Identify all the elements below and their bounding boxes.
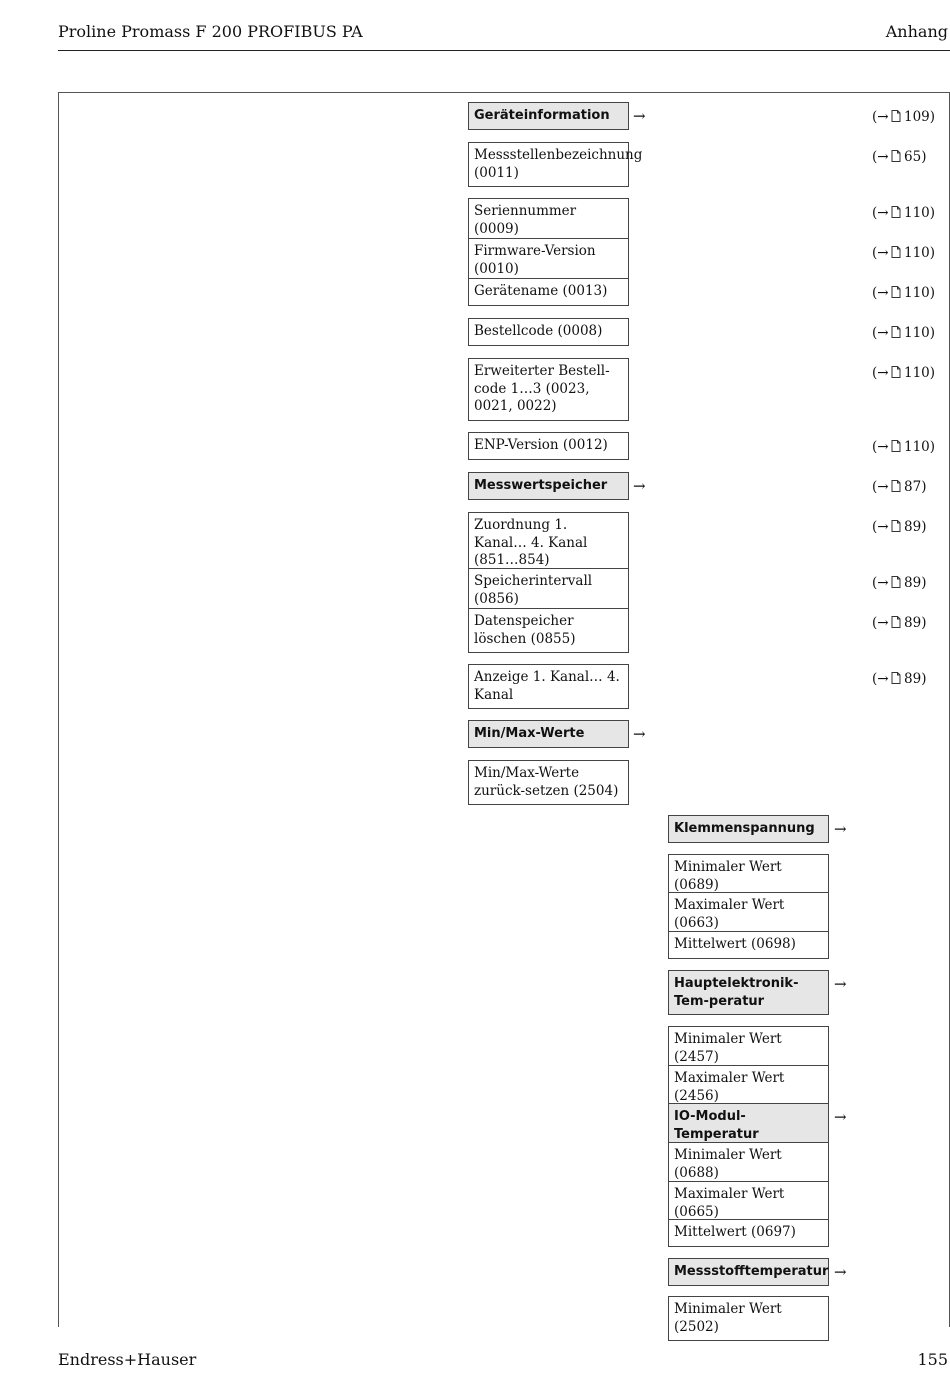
page-reference: (→ 109) xyxy=(872,109,936,125)
menu-item-enp-version: ENP-Version (0012) xyxy=(468,432,629,460)
page-icon xyxy=(891,206,901,218)
page-reference: (→ 110) xyxy=(872,245,936,261)
menu-item-datenspeicher-loeschen: Datenspeicher löschen (0855) xyxy=(468,608,629,653)
menu-item-min-max-zuruecksetzen: Min/Max-Werte zurück-setzen (2504) xyxy=(468,760,629,805)
page-icon xyxy=(891,520,901,532)
submenu-arrow-icon: → xyxy=(834,1263,847,1281)
menu-item-geraetename: Gerätename (0013) xyxy=(468,278,629,306)
page-icon xyxy=(891,366,901,378)
page-reference: (→ 89) xyxy=(872,519,927,535)
menu-item-maximaler-wert: Maximaler Wert (2456) xyxy=(668,1065,829,1110)
menu-item-bestellcode: Bestellcode (0008) xyxy=(468,318,629,346)
page-icon xyxy=(891,246,901,258)
submenu-arrow-icon: → xyxy=(633,107,646,125)
running-header-section: Anhang xyxy=(885,22,948,41)
page-reference: (→ 89) xyxy=(872,671,927,687)
submenu-arrow-icon: → xyxy=(834,975,847,993)
page-icon xyxy=(891,110,901,122)
page-icon xyxy=(891,150,901,162)
page-reference: (→ 87) xyxy=(872,479,927,495)
submenu-arrow-icon: → xyxy=(834,820,847,838)
menu-item-maximaler-wert: Maximaler Wert (0663) xyxy=(668,892,829,937)
submenu-arrow-icon: → xyxy=(633,725,646,743)
menu-item-minimaler-wert: Minimaler Wert (2502) xyxy=(668,1296,829,1341)
page-reference: (→ 89) xyxy=(872,575,927,591)
menu-item-anzeige-kanal: Anzeige 1. Kanal… 4. Kanal xyxy=(468,664,629,709)
menu-item-speicherintervall: Speicherintervall (0856) xyxy=(468,568,629,613)
running-header-title: Proline Promass F 200 PROFIBUS PA xyxy=(58,22,363,41)
page-icon xyxy=(891,286,901,298)
menu-item-seriennummer: Seriennummer (0009) xyxy=(468,198,629,243)
menu-item-klemmenspannung: Klemmenspannung xyxy=(668,815,829,843)
page-icon xyxy=(891,616,901,628)
page-icon xyxy=(891,576,901,588)
page-icon xyxy=(891,672,901,684)
page-reference: (→ 110) xyxy=(872,365,936,381)
menu-item-min-max-werte: Min/Max-Werte xyxy=(468,720,629,748)
footer-company: Endress+Hauser xyxy=(58,1350,197,1369)
menu-item-minimaler-wert: Minimaler Wert (0689) xyxy=(668,854,829,899)
menu-item-geraeteinformation: Geräteinformation xyxy=(468,102,629,130)
page-reference: (→ 65) xyxy=(872,149,927,165)
menu-item-firmware-version: Firmware-Version (0010) xyxy=(468,238,629,283)
menu-item-mittelwert: Mittelwert (0698) xyxy=(668,931,829,959)
page-reference: (→ 89) xyxy=(872,615,927,631)
menu-item-messwertspeicher: Messwertspeicher xyxy=(468,472,629,500)
submenu-arrow-icon: → xyxy=(633,477,646,495)
submenu-arrow-icon: → xyxy=(834,1108,847,1126)
menu-item-minimaler-wert: Minimaler Wert (0688) xyxy=(668,1142,829,1187)
header-rule xyxy=(58,50,950,51)
page-icon xyxy=(891,326,901,338)
menu-item-hauptelektronik-temperatur: Hauptelektronik-Tem-peratur xyxy=(668,970,829,1015)
page-reference: (→ 110) xyxy=(872,285,936,301)
menu-item-erweiterter-bestellcode: Erweiterter Bestell-code 1…3 (0023, 0021, 0022) xyxy=(468,358,629,421)
menu-item-maximaler-wert: Maximaler Wert (0665) xyxy=(668,1181,829,1226)
menu-item-minimaler-wert: Minimaler Wert (2457) xyxy=(668,1026,829,1071)
menu-item-io-modul-temperatur: IO-Modul-Temperatur xyxy=(668,1103,829,1148)
menu-item-messstellenbezeichnung: Messstellenbezeichnung (0011) xyxy=(468,142,629,187)
page-reference: (→ 110) xyxy=(872,439,936,455)
menu-item-mittelwert: Mittelwert (0697) xyxy=(668,1219,829,1247)
page-number: 155 xyxy=(917,1350,948,1369)
page-icon xyxy=(891,440,901,452)
menu-item-zuordnung-kanal: Zuordnung 1. Kanal… 4. Kanal (851…854) xyxy=(468,512,629,575)
menu-item-messstofftemperatur: Messstofftemperatur xyxy=(668,1258,829,1286)
page-reference: (→ 110) xyxy=(872,325,936,341)
page-reference: (→ 110) xyxy=(872,205,936,221)
page-icon xyxy=(891,480,901,492)
